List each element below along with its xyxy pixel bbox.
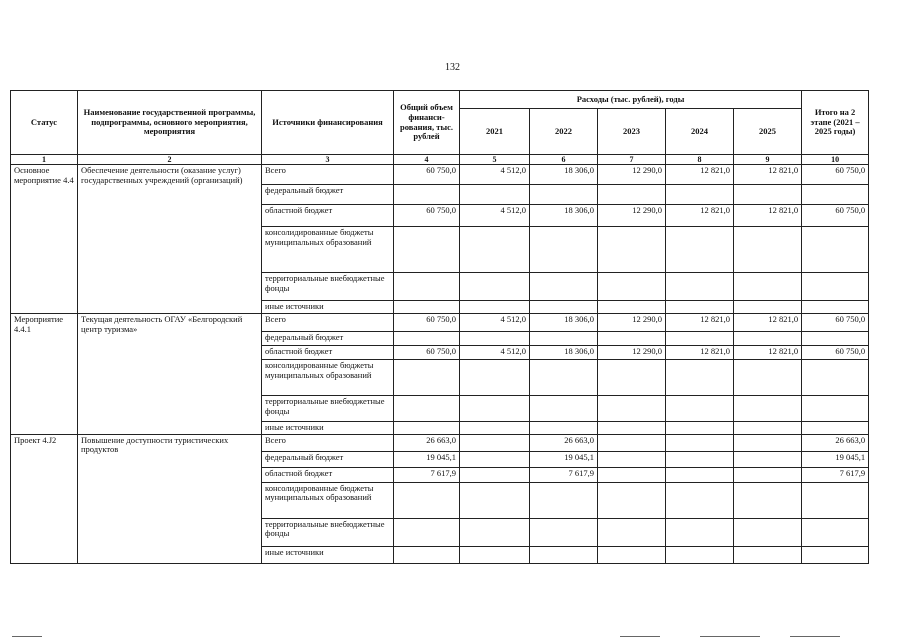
amount-cell	[666, 395, 734, 421]
header-year: 2021	[460, 109, 530, 155]
amount-cell	[394, 359, 460, 395]
amount-cell	[394, 546, 460, 563]
amount-cell: 12 821,0	[666, 313, 734, 331]
header-year: 2022	[530, 109, 598, 155]
funding-source: областной бюджет	[262, 205, 394, 227]
amount-cell	[530, 227, 598, 273]
amount-cell	[598, 518, 666, 546]
amount-cell	[802, 331, 869, 345]
row-name: Текущая деятельность ОГАУ «Белгородский центр туризма»	[78, 313, 262, 434]
funding-source: консолидированные бюджеты муниципальных образований	[262, 359, 394, 395]
header-expenses: Расходы (тыс. рублей), годы	[460, 91, 802, 109]
amount-cell	[460, 301, 530, 314]
amount-cell: 7 617,9	[802, 467, 869, 482]
amount-cell	[666, 331, 734, 345]
amount-cell	[394, 395, 460, 421]
amount-cell	[460, 395, 530, 421]
amount-cell	[734, 185, 802, 205]
amount-cell	[598, 546, 666, 563]
amount-cell	[460, 467, 530, 482]
amount-cell	[530, 395, 598, 421]
amount-cell	[734, 421, 802, 434]
amount-cell	[734, 518, 802, 546]
amount-cell	[734, 467, 802, 482]
header-total: Общий объем финанси-рования, тыс. рублей	[394, 91, 460, 155]
amount-cell: 60 750,0	[802, 313, 869, 331]
amount-cell	[460, 331, 530, 345]
amount-cell	[666, 451, 734, 467]
amount-cell: 18 306,0	[530, 205, 598, 227]
amount-cell	[530, 518, 598, 546]
page-number: 132	[445, 62, 460, 73]
amount-cell: 60 750,0	[394, 165, 460, 185]
header-sources: Источники финансирования	[262, 91, 394, 155]
scan-mark	[620, 636, 660, 637]
amount-cell	[530, 273, 598, 301]
funding-source: территориальные внебюджетные фонды	[262, 518, 394, 546]
amount-cell: 7 617,9	[530, 467, 598, 482]
amount-cell	[802, 421, 869, 434]
amount-cell	[460, 227, 530, 273]
amount-cell	[666, 546, 734, 563]
amount-cell	[734, 395, 802, 421]
amount-cell	[802, 185, 869, 205]
funding-source: иные источники	[262, 301, 394, 314]
column-number-row	[11, 155, 869, 165]
amount-cell	[598, 395, 666, 421]
scan-mark	[700, 636, 760, 637]
column-number: 5	[460, 155, 530, 165]
amount-cell	[598, 301, 666, 314]
amount-cell: 4 512,0	[460, 205, 530, 227]
amount-cell	[734, 331, 802, 345]
amount-cell	[734, 273, 802, 301]
amount-cell	[460, 546, 530, 563]
amount-cell: 26 663,0	[802, 434, 869, 451]
amount-cell	[460, 185, 530, 205]
amount-cell	[394, 185, 460, 205]
column-number: 7	[598, 155, 666, 165]
amount-cell: 12 821,0	[734, 313, 802, 331]
amount-cell	[460, 434, 530, 451]
amount-cell	[598, 482, 666, 518]
amount-cell	[598, 227, 666, 273]
row-name: Повышение доступности туристических продуктов	[78, 434, 262, 563]
amount-cell	[734, 301, 802, 314]
amount-cell: 60 750,0	[394, 205, 460, 227]
amount-cell	[598, 331, 666, 345]
amount-cell: 60 750,0	[802, 205, 869, 227]
amount-cell	[734, 482, 802, 518]
amount-cell	[460, 273, 530, 301]
amount-cell	[530, 185, 598, 205]
amount-cell	[666, 185, 734, 205]
amount-cell	[598, 434, 666, 451]
amount-cell	[666, 359, 734, 395]
amount-cell	[394, 421, 460, 434]
financing-table	[10, 90, 869, 564]
amount-cell	[666, 434, 734, 451]
scan-mark	[12, 636, 42, 637]
amount-cell	[802, 482, 869, 518]
amount-cell: 12 290,0	[598, 345, 666, 359]
amount-cell	[530, 546, 598, 563]
amount-cell: 7 617,9	[394, 467, 460, 482]
amount-cell	[460, 359, 530, 395]
funding-source: Всего	[262, 434, 394, 451]
table-body	[11, 165, 869, 564]
amount-cell	[530, 421, 598, 434]
amount-cell	[802, 395, 869, 421]
header-year: 2023	[598, 109, 666, 155]
amount-cell	[734, 546, 802, 563]
amount-cell	[802, 546, 869, 563]
amount-cell	[666, 301, 734, 314]
funding-source: территориальные внебюджетные фонды	[262, 273, 394, 301]
amount-cell	[394, 273, 460, 301]
header-year: 2025	[734, 109, 802, 155]
amount-cell: 19 045,1	[802, 451, 869, 467]
amount-cell: 19 045,1	[530, 451, 598, 467]
amount-cell	[666, 227, 734, 273]
amount-cell: 12 821,0	[734, 205, 802, 227]
amount-cell: 26 663,0	[530, 434, 598, 451]
table-row	[11, 434, 869, 451]
funding-source: Всего	[262, 165, 394, 185]
funding-source: иные источники	[262, 546, 394, 563]
amount-cell: 12 821,0	[666, 165, 734, 185]
column-number: 10	[802, 155, 869, 165]
column-number: 3	[262, 155, 394, 165]
funding-source: федеральный бюджет	[262, 451, 394, 467]
amount-cell	[460, 451, 530, 467]
amount-cell	[460, 482, 530, 518]
funding-source: консолидированные бюджеты муниципальных образований	[262, 227, 394, 273]
amount-cell	[666, 518, 734, 546]
funding-source: федеральный бюджет	[262, 331, 394, 345]
amount-cell	[598, 421, 666, 434]
table-row	[11, 165, 869, 185]
amount-cell	[734, 451, 802, 467]
amount-cell	[394, 301, 460, 314]
amount-cell	[598, 185, 666, 205]
amount-cell	[734, 434, 802, 451]
amount-cell: 12 290,0	[598, 205, 666, 227]
funding-source: областной бюджет	[262, 345, 394, 359]
header-status: Статус	[11, 91, 78, 155]
amount-cell: 4 512,0	[460, 165, 530, 185]
amount-cell: 12 290,0	[598, 313, 666, 331]
amount-cell	[666, 421, 734, 434]
header-name: Наименование государственной программы, подпрограммы, основного мероприятия, мероприятия	[78, 91, 262, 155]
funding-source: Всего	[262, 313, 394, 331]
amount-cell	[802, 227, 869, 273]
amount-cell	[460, 421, 530, 434]
amount-cell: 12 821,0	[734, 345, 802, 359]
scan-mark	[790, 636, 840, 637]
table-row	[11, 313, 869, 331]
amount-cell	[734, 359, 802, 395]
header-year: 2024	[666, 109, 734, 155]
amount-cell	[460, 518, 530, 546]
amount-cell: 60 750,0	[802, 165, 869, 185]
funding-source: федеральный бюджет	[262, 185, 394, 205]
column-number: 9	[734, 155, 802, 165]
amount-cell: 60 750,0	[802, 345, 869, 359]
amount-cell: 4 512,0	[460, 313, 530, 331]
amount-cell: 12 290,0	[598, 165, 666, 185]
column-number: 6	[530, 155, 598, 165]
amount-cell: 60 750,0	[394, 345, 460, 359]
amount-cell: 60 750,0	[394, 313, 460, 331]
amount-cell	[530, 301, 598, 314]
funding-source: территориальные внебюджетные фонды	[262, 395, 394, 421]
amount-cell	[802, 518, 869, 546]
amount-cell: 18 306,0	[530, 313, 598, 331]
amount-cell	[598, 451, 666, 467]
row-status: Мероприятие 4.4.1	[11, 313, 78, 434]
column-number: 1	[11, 155, 78, 165]
amount-cell	[530, 482, 598, 518]
amount-cell	[598, 467, 666, 482]
amount-cell	[530, 359, 598, 395]
amount-cell: 4 512,0	[460, 345, 530, 359]
amount-cell	[598, 273, 666, 301]
row-status: Основное мероприятие 4.4	[11, 165, 78, 314]
column-number: 2	[78, 155, 262, 165]
amount-cell	[394, 331, 460, 345]
funding-source: консолидированные бюджеты муниципальных образований	[262, 482, 394, 518]
amount-cell: 26 663,0	[394, 434, 460, 451]
column-number: 4	[394, 155, 460, 165]
amount-cell	[802, 273, 869, 301]
amount-cell: 12 821,0	[734, 165, 802, 185]
amount-cell	[734, 227, 802, 273]
funding-source: иные источники	[262, 421, 394, 434]
header-itogo: Итого на 2 этапе (2021 – 2025 годы)	[802, 91, 869, 155]
amount-cell: 19 045,1	[394, 451, 460, 467]
amount-cell	[598, 359, 666, 395]
row-name: Обеспечение деятельности (оказание услуг) государственных учреждений (организаций)	[78, 165, 262, 314]
amount-cell: 18 306,0	[530, 165, 598, 185]
amount-cell: 12 821,0	[666, 205, 734, 227]
amount-cell	[666, 482, 734, 518]
amount-cell: 18 306,0	[530, 345, 598, 359]
funding-source: областной бюджет	[262, 467, 394, 482]
amount-cell	[666, 467, 734, 482]
amount-cell	[394, 227, 460, 273]
amount-cell	[394, 482, 460, 518]
amount-cell	[394, 518, 460, 546]
amount-cell	[802, 301, 869, 314]
amount-cell	[530, 331, 598, 345]
amount-cell	[802, 359, 869, 395]
amount-cell: 12 821,0	[666, 345, 734, 359]
column-number: 8	[666, 155, 734, 165]
row-status: Проект 4.J2	[11, 434, 78, 563]
amount-cell	[666, 273, 734, 301]
